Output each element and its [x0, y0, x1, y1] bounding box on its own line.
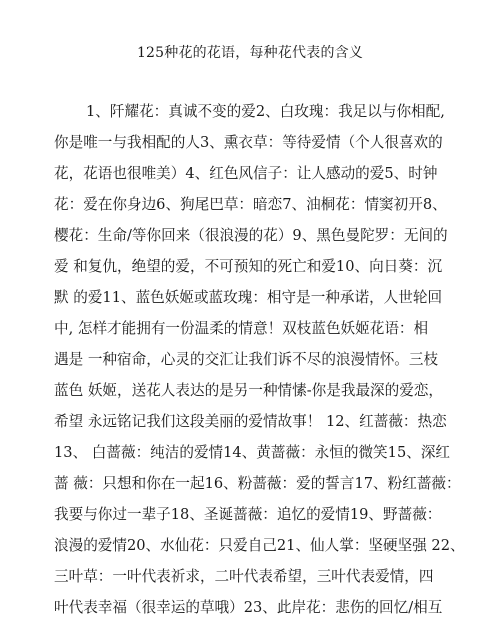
text-line: 花：爱在你身边6、狗尾巴草：暗恋7、油桐花：情窦初开8、 [54, 196, 447, 213]
text-line: 花，花语也很唯美）4、红色风信子：让人感动的爱5、时钟 [54, 165, 438, 182]
text-line: 我要与你过一辈子18、圣诞蔷薇：追忆的爱情19、野蔷薇： [54, 506, 442, 523]
text-line: 中, 怎样才能拥有一份温柔的情意！双枝蓝色妖姬花语：相 [54, 320, 429, 337]
text-line: 你是唯一与我相配的人3、熏衣草：等待爱情（个人很喜欢的 [54, 134, 443, 151]
text-line: 1、阡耀花：真诚不变的爱2、白玫瑰：我足以与你相配, [86, 103, 445, 120]
text-line: 三叶草：一叶代表祈求，二叶代表希望，三叶代表爱情，四 [54, 568, 434, 585]
text-line: 浪漫的爱情20、水仙花：只爱自己21、仙人掌：坚硬坚强 22、 [54, 537, 465, 554]
document-body [54, 96, 465, 623]
text-line: 樱花：生命/等你回来（很浪漫的花）9、黑色曼陀罗：无间的 [54, 227, 448, 244]
text-line: 叶代表幸福（很幸运的草哦）23、此岸花：悲伤的回忆/相互 [54, 599, 443, 616]
text-line: 希望 永远铭记我们这段美丽的爱情故事！ 12、红蔷薇：热恋 [54, 413, 447, 430]
document-title: 125种花的花语，每种花代表的含义 [136, 45, 364, 61]
text-line: 13、 白蔷薇：纯洁的爱情14、黄蔷薇：永恒的微笑15、深红 [54, 444, 451, 461]
text-line: 蓝色 妖姬，送花人表达的是另一种情愫-你是我最深的爱恋， [54, 382, 444, 399]
text-line: 蔷 薇：只想和你在一起16、粉蔷薇：爱的誓言17、粉红蔷薇： [54, 475, 461, 492]
text-line: 遇是 一种宿命，心灵的交汇让我们诉不尽的浪漫情怀。三枝 [54, 351, 439, 368]
text-line: 默 的爱11、蓝色妖姬或蓝玫瑰：相守是一种承诺，人世轮回 [54, 289, 443, 306]
text-line: 爱 和复仇，绝望的爱，不可预知的死亡和爱10、向日葵：沉 [54, 258, 443, 275]
